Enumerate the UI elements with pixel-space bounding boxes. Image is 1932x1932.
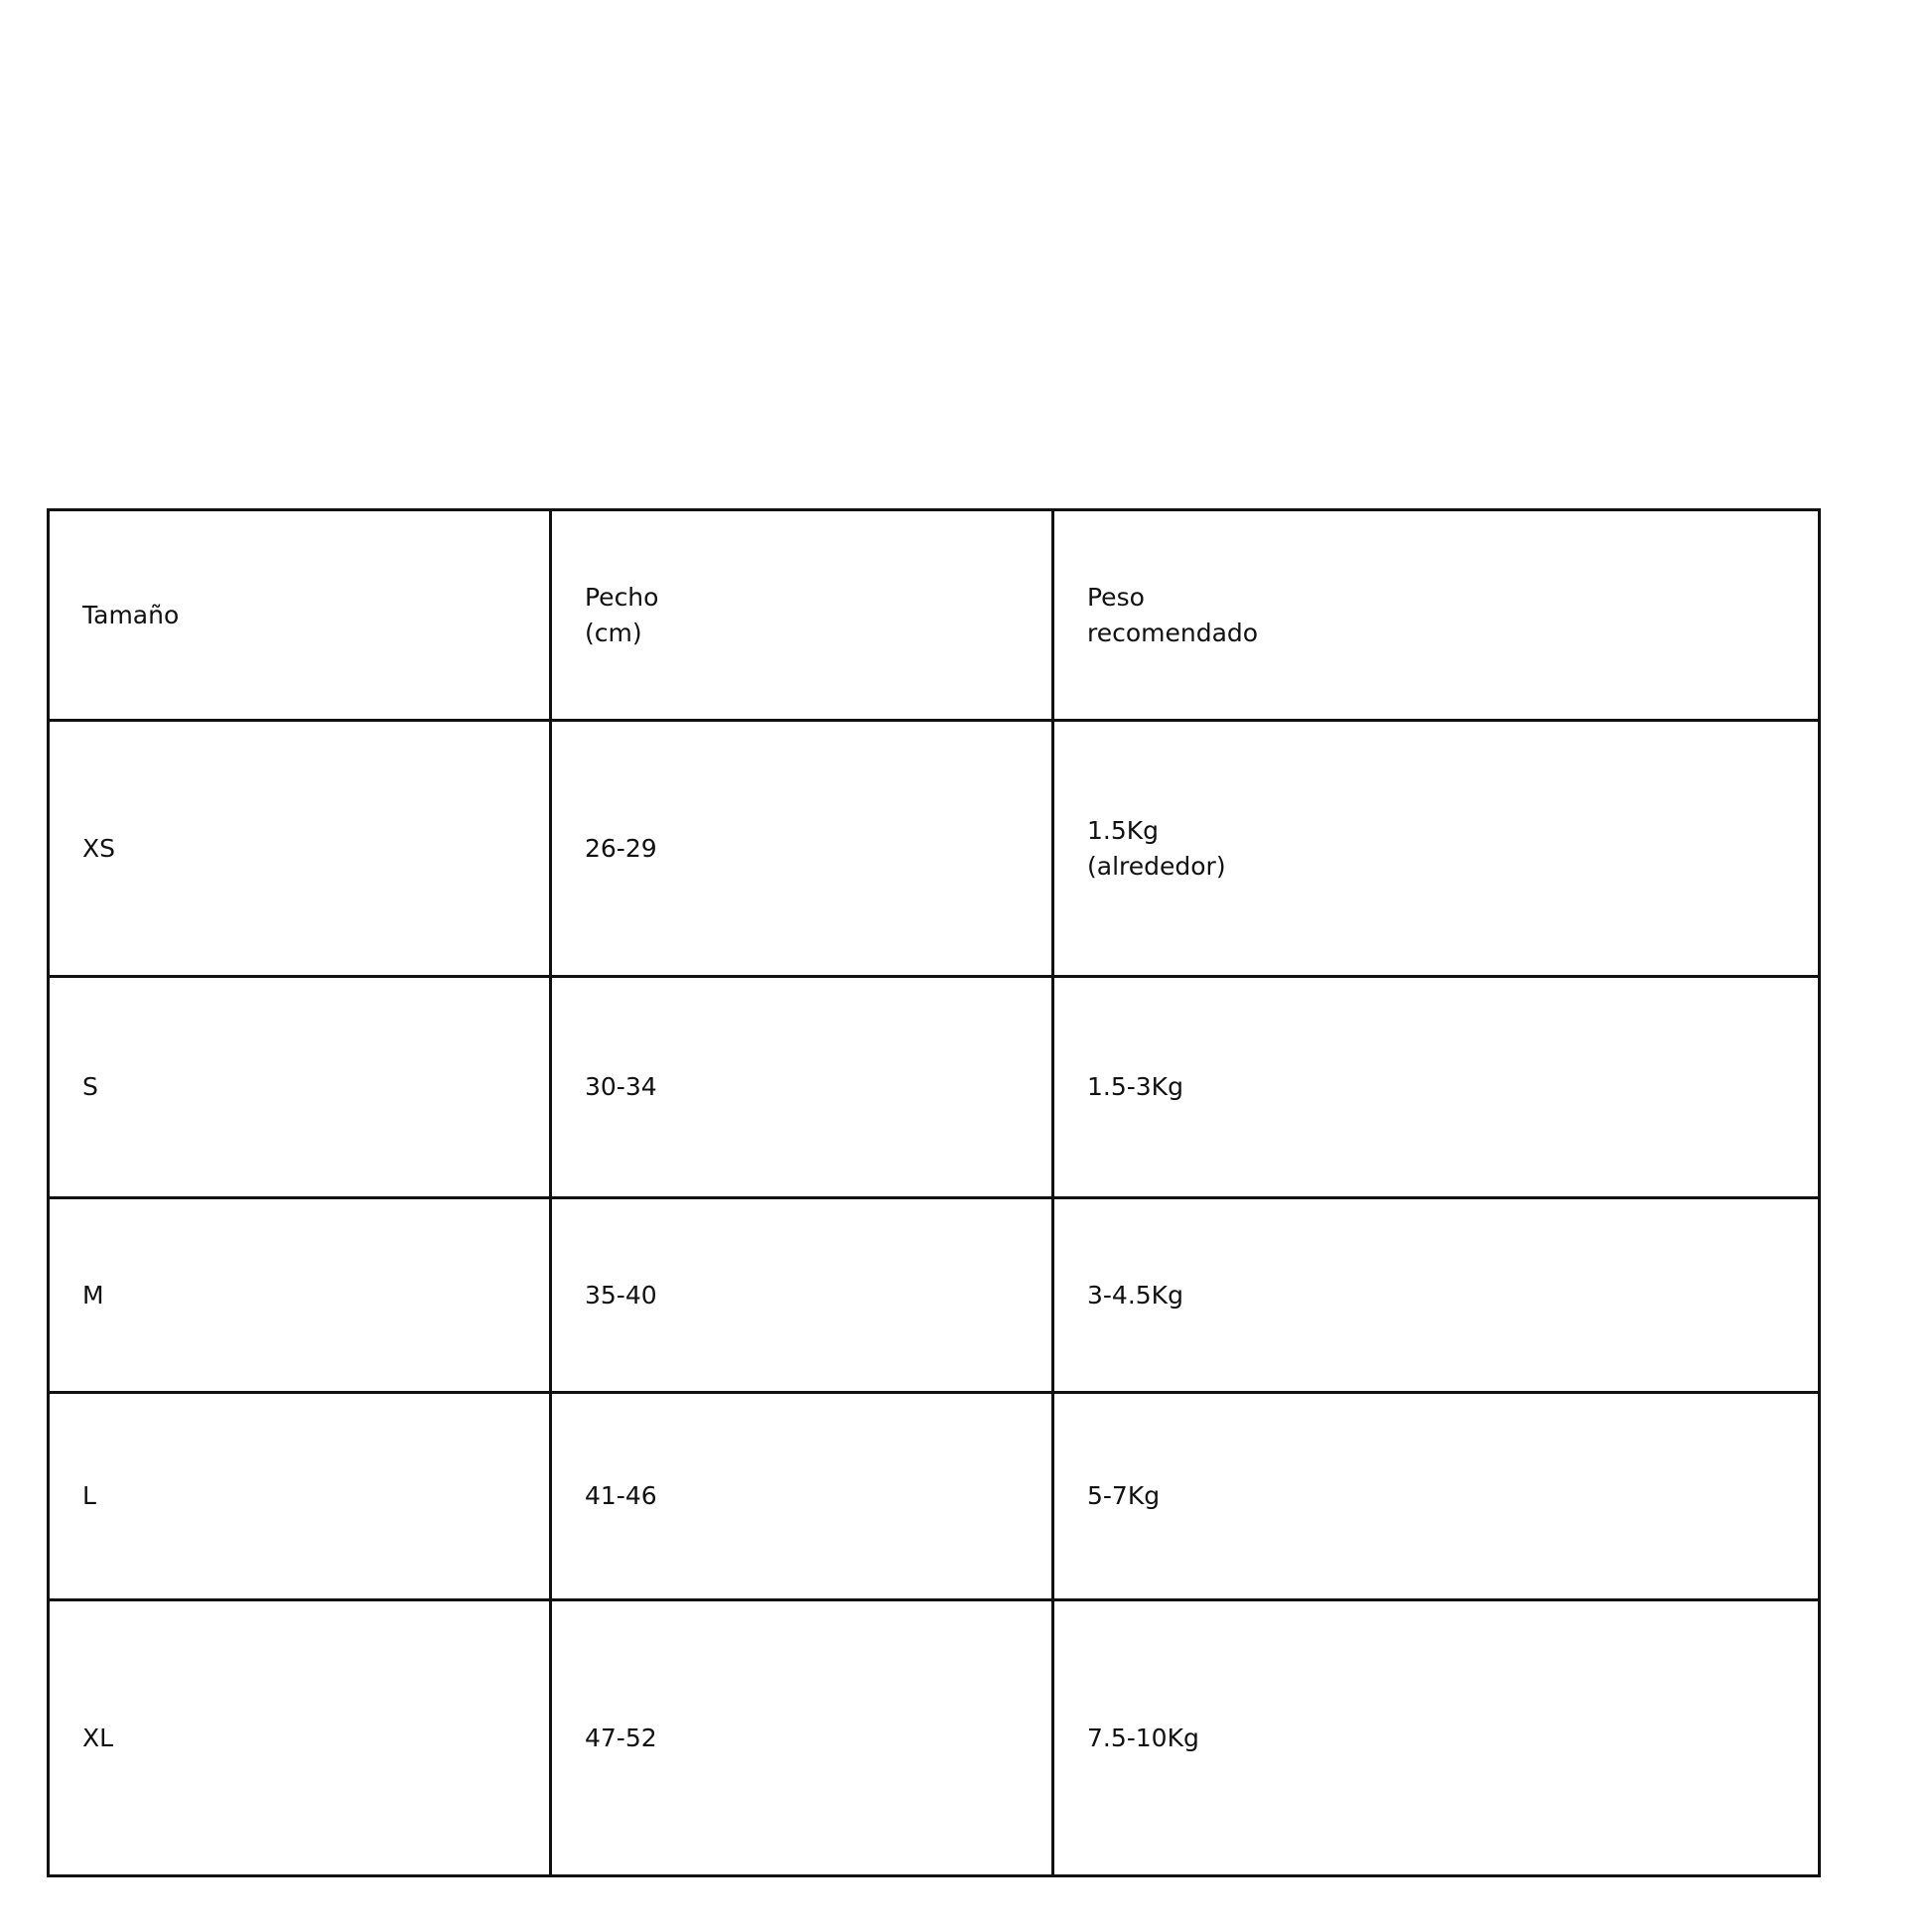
cell-weight: 7.5-10Kg	[1053, 1600, 1820, 1876]
header-size: Tamaño	[49, 510, 551, 721]
header-chest: Pecho (cm)	[551, 510, 1053, 721]
header-weight: Peso recomendado	[1053, 510, 1820, 721]
cell-size: XS	[49, 721, 551, 977]
cell-size: S	[49, 977, 551, 1198]
table-row	[49, 1198, 1820, 1393]
table-row	[49, 721, 1820, 977]
size-table	[47, 508, 1821, 1877]
cell-weight: 3-4.5Kg	[1053, 1198, 1820, 1393]
cell-size: L	[49, 1393, 551, 1600]
cell-size: M	[49, 1198, 551, 1393]
header-row	[49, 510, 1820, 721]
cell-chest: 26-29	[551, 721, 1053, 977]
cell-chest: 35-40	[551, 1198, 1053, 1393]
cell-chest: 47-52	[551, 1600, 1053, 1876]
cell-size: XL	[49, 1600, 551, 1876]
table-row	[49, 1600, 1820, 1876]
cell-weight: 1.5-3Kg	[1053, 977, 1820, 1198]
cell-weight: 5-7Kg	[1053, 1393, 1820, 1600]
cell-weight: 1.5Kg (alrededor)	[1053, 721, 1820, 977]
cell-chest: 30-34	[551, 977, 1053, 1198]
table-row	[49, 977, 1820, 1198]
cell-chest: 41-46	[551, 1393, 1053, 1600]
table-row	[49, 1393, 1820, 1600]
